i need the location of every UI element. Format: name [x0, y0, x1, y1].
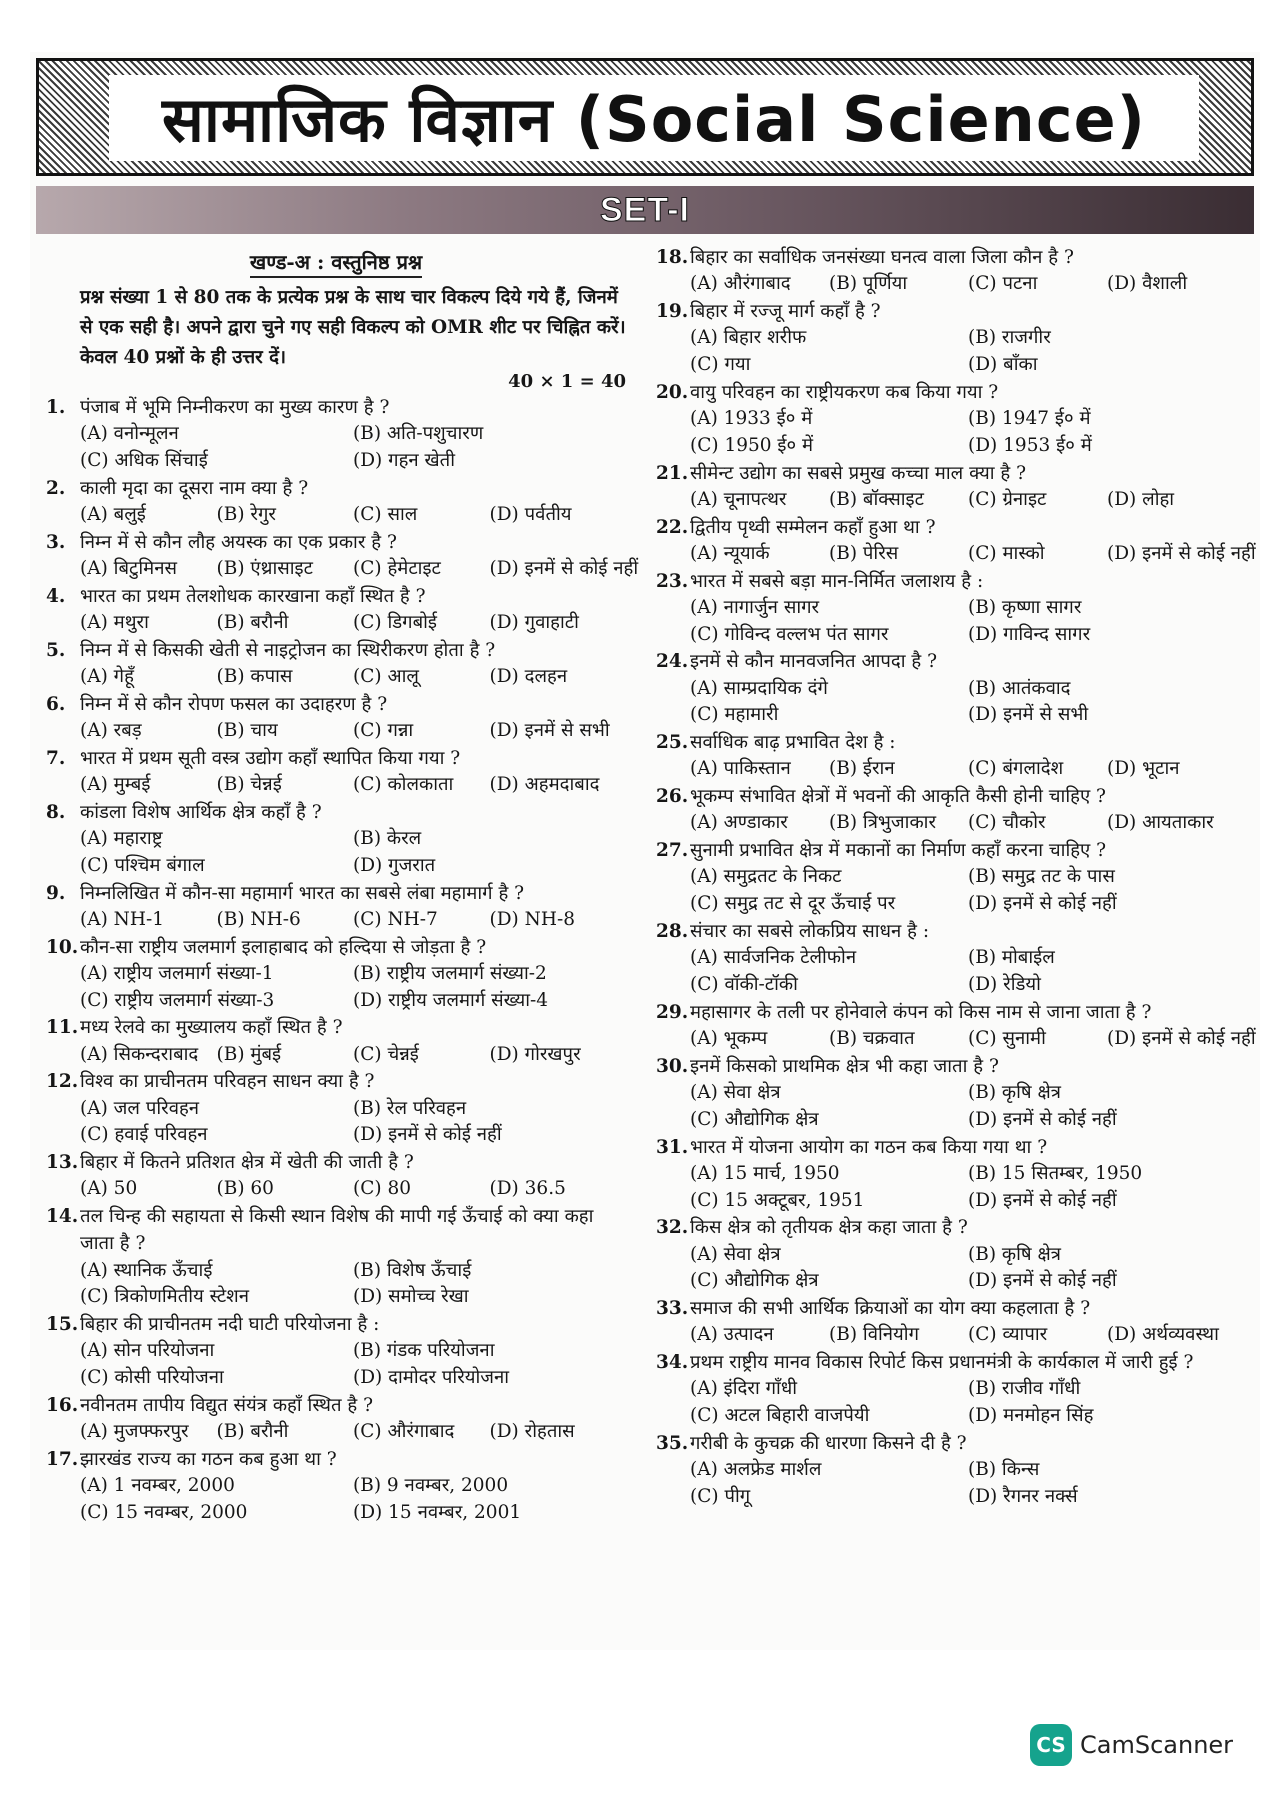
option-list [80, 1338, 626, 1392]
question-text: नवीनतम तापीय विद्युत संयंत्र कहाँ स्थित है ? [80, 1394, 374, 1416]
answer-option: (C) राष्ट्रीय जलमार्ग संख्या-3 [80, 989, 275, 1011]
answer-option: (C) 80 [353, 1178, 412, 1200]
title-banner [36, 58, 1254, 176]
question-text: भारत का प्रथम तेलशोधक कारखाना कहाँ स्थित है ? [80, 585, 426, 607]
answer-option: (A) उत्पादन [690, 1324, 774, 1346]
question-number: 2. [46, 477, 66, 499]
answer-option: (B) बरौनी [216, 1421, 289, 1443]
question-number: 26. [656, 786, 689, 808]
question-text: गरीबी के कुचक्र की धारणा किसने दी है ? [690, 1432, 967, 1454]
option-list [690, 676, 1246, 730]
answer-option: (B) राष्ट्रीय जलमार्ग संख्या-2 [353, 962, 547, 984]
question-number: 24. [656, 651, 689, 673]
option-list [690, 1026, 1256, 1053]
answer-option: (C) अधिक सिंचाई [80, 450, 208, 471]
answer-option: (B) एंथ्रासाइट [216, 558, 313, 579]
answer-option: (C) त्रिकोणमितीय स्टेशन [80, 1286, 250, 1308]
question-text: झारखंड राज्य का गठन कब हुआ था ? [80, 1448, 337, 1470]
answer-option: (B) ईरान [829, 758, 895, 780]
answer-option: (C) 15 अक्टूबर, 1951 [690, 1189, 865, 1211]
option-list [690, 810, 1246, 837]
option-list [80, 664, 626, 691]
answer-option: (A) जल परिवहन [80, 1097, 200, 1119]
answer-option: (C) महामारी [690, 704, 779, 726]
option-list [690, 406, 1246, 460]
answer-option: (D) राष्ट्रीय जलमार्ग संख्या-4 [353, 989, 549, 1011]
question-text: भारत में सबसे बड़ा मान-निर्मित जलाशय है : [690, 570, 984, 592]
question-number: 18. [656, 247, 689, 268]
answer-option: (A) भूकम्प [690, 1027, 768, 1049]
answer-option: (A) सेवा क्षेत्र [690, 1081, 781, 1103]
question-item [656, 1349, 1246, 1430]
answer-option: (B) 1947 ई० में [968, 408, 1091, 429]
answer-option: (B) रेगुर [216, 504, 276, 525]
answer-option: (D) भूटान [1107, 758, 1180, 780]
answer-option: (D) बाँका [968, 354, 1038, 375]
question-text: महासागर के तली पर होनेवाले कंपन को किस नाम से जाना जाता है ? [690, 1001, 1152, 1023]
question-number: 3. [46, 531, 66, 553]
option-list [80, 1419, 626, 1446]
question-item [46, 529, 639, 583]
question-text: पंजाब में भूमि निम्नीकरण का मुख्य कारण है ? [80, 397, 390, 418]
answer-option: (A) मुजफ्फरपुर [80, 1421, 189, 1443]
question-item [46, 1203, 626, 1311]
answer-option: (D) 1953 ई० में [968, 434, 1092, 456]
option-list [690, 945, 1246, 999]
answer-option: (C) गन्ना [353, 720, 414, 741]
option-list [80, 1473, 626, 1527]
answer-option: (D) इनमें से सभी [968, 704, 1089, 726]
answer-option: (B) कपास [216, 666, 293, 687]
question-number: 8. [46, 801, 66, 823]
question-item [46, 1311, 626, 1392]
answer-option: (B) बरौनी [216, 612, 289, 633]
answer-option: (C) हेमेटाइट [353, 558, 441, 579]
question-number: 33. [656, 1298, 689, 1320]
right-column [656, 244, 1256, 1511]
answer-option: (C) पश्चिम बंगाल [80, 854, 205, 876]
question-item [46, 745, 626, 799]
answer-option: (B) कृष्णा सागर [968, 596, 1082, 618]
answer-option: (C) वॉकी-टॉकी [690, 973, 798, 995]
question-item [656, 1214, 1246, 1295]
option-list [80, 772, 626, 799]
answer-option: (D) गुवाहाटी [489, 612, 579, 633]
question-number: 30. [656, 1055, 689, 1077]
question-text: भारत में प्रथम सूती वस्त्र उद्योग कहाँ स्थापित किया गया ? [80, 747, 461, 769]
answer-option: (C) कोलकाता [353, 774, 454, 795]
question-number: 31. [656, 1136, 689, 1158]
question-item [46, 583, 626, 637]
answer-option: (C) चौकोर [968, 812, 1046, 834]
answer-option: (C) हवाई परिवहन [80, 1124, 208, 1146]
option-list [690, 541, 1256, 568]
question-text: विश्व का प्राचीनतम परिवहन साधन क्या है ? [80, 1071, 375, 1093]
question-text: निम्नलिखित में कौन-सा महामार्ग भारत का सबसे लंबा महामार्ग है ? [80, 882, 525, 904]
question-number: 34. [656, 1352, 689, 1374]
answer-option: (A) औरंगाबाद [690, 273, 791, 295]
question-number: 17. [46, 1448, 79, 1470]
option-list [690, 1080, 1246, 1134]
question-item [46, 394, 626, 475]
answer-option: (C) मास्को [968, 542, 1045, 564]
answer-option: (D) गहन खेती [353, 450, 456, 471]
answer-option: (A) सार्वजनिक टेलीफोन [690, 947, 857, 969]
answer-option: (A) बिटुमिनस [80, 558, 177, 579]
answer-option: (C) आलू [353, 666, 419, 687]
question-text: संचार का सबसे लोकप्रिय साधन है : [690, 920, 930, 942]
question-number: 28. [656, 920, 689, 942]
answer-option: (D) लोहा [1107, 488, 1175, 510]
option-list [80, 1176, 626, 1203]
answer-option: (A) मुम्बई [80, 774, 151, 795]
question-item [656, 460, 1246, 514]
answer-option: (C) औद्योगिक क्षेत्र [690, 1108, 819, 1130]
question-item [46, 934, 626, 1015]
answer-option: (D) वैशाली [1107, 273, 1188, 295]
question-text: निम्न में से कौन रोपण फसल का उदाहरण है ? [80, 693, 388, 715]
question-item [46, 691, 626, 745]
answer-option: (A) इंदिरा गाँधी [690, 1378, 797, 1400]
answer-option: (C) NH-7 [353, 908, 438, 930]
question-item [46, 1149, 626, 1203]
question-item [46, 475, 626, 529]
set-label: SET-I [599, 190, 691, 229]
camscanner-logo-icon: CS [1030, 1724, 1072, 1766]
option-list [690, 1322, 1246, 1349]
answer-option: (D) 15 नवम्बर, 2001 [353, 1501, 522, 1523]
option-list [80, 421, 626, 475]
question-text: सीमेन्ट उद्योग का सबसे प्रमुख कच्चा माल क्या है ? [690, 462, 1026, 484]
answer-option: (B) रेल परिवहन [353, 1097, 467, 1119]
answer-option: (C) 1950 ई० में [690, 434, 814, 456]
answer-option: (B) 60 [216, 1178, 274, 1200]
answer-option: (B) कृषि क्षेत्र [968, 1081, 1061, 1103]
answer-option: (D) इनमें से कोई नहीं [353, 1124, 502, 1146]
answer-option: (D) दलहन [489, 666, 568, 687]
answer-option: (A) रबड़ [80, 720, 142, 741]
answer-option: (D) इनमें से कोई नहीं [968, 1270, 1117, 1292]
answer-option: (C) साल [353, 504, 418, 525]
answer-option: (A) 1 नवम्बर, 2000 [80, 1475, 235, 1497]
question-number: 32. [656, 1217, 689, 1239]
left-column [46, 248, 639, 1527]
option-list [80, 502, 626, 529]
set-bar [36, 186, 1254, 234]
question-text: निम्न में से किसकी खेती से नाइट्रोजन का स्थिरीकरण होता है ? [80, 639, 496, 661]
question-text: मध्य रेलवे का मुख्यालय कहाँ स्थित है ? [80, 1017, 343, 1039]
answer-option: (C) कोसी परियोजना [80, 1367, 224, 1389]
question-number: 25. [656, 732, 689, 754]
answer-option: (B) राजीव गाँधी [968, 1378, 1081, 1400]
question-number: 19. [656, 301, 689, 322]
question-item [656, 999, 1256, 1053]
question-item [46, 799, 626, 880]
answer-option: (C) औद्योगिक क्षेत्र [690, 1270, 819, 1292]
question-number: 9. [46, 882, 66, 904]
answer-option: (D) रैगनर नर्क्स [968, 1485, 1078, 1507]
option-list [80, 1258, 626, 1312]
question-item [46, 1014, 626, 1068]
answer-option: (D) अहमदाबाद [489, 774, 600, 795]
question-number: 22. [656, 516, 689, 538]
option-list [80, 907, 626, 934]
answer-option: (D) मनमोहन सिंह [968, 1405, 1094, 1427]
answer-option: (C) गोविन्द वल्लभ पंत सागर [690, 623, 889, 645]
question-text: इनमें से कौन मानवजनित आपदा है ? [690, 651, 937, 673]
answer-option: (A) नागार्जुन सागर [690, 596, 820, 618]
answer-option: (C) अटल बिहारी वाजपेयी [690, 1405, 870, 1427]
answer-option: (C) ग्रेनाइट [968, 488, 1047, 510]
title-banner-inner [109, 75, 1199, 161]
option-list [690, 595, 1246, 649]
question-text: बिहार में रज्जू मार्ग कहाँ है ? [690, 301, 881, 322]
question-text: तल चिन्ह की सहायता से किसी स्थान विशेष की मापी गई ऊँचाई को क्या कहा जाता है ? [80, 1206, 594, 1255]
question-number: 6. [46, 693, 66, 715]
question-item [46, 1446, 626, 1527]
question-number: 27. [656, 840, 689, 862]
question-text: काली मृदा का दूसरा नाम क्या है ? [80, 477, 309, 499]
answer-option: (B) केरल [353, 828, 422, 849]
answer-option: (A) बलुई [80, 504, 146, 525]
answer-option: (B) कृषि क्षेत्र [968, 1243, 1061, 1265]
section-heading [46, 248, 626, 275]
question-item [656, 298, 1246, 379]
answer-option: (C) सुनामी [968, 1027, 1046, 1049]
question-number: 5. [46, 639, 66, 661]
answer-option: (C) चेन्नई [353, 1043, 419, 1065]
question-text: भारत में योजना आयोग का गठन कब किया गया था ? [690, 1136, 1048, 1158]
option-list [80, 1042, 626, 1069]
question-text: निम्न में से कौन लौह अयस्क का एक प्रकार है ? [80, 531, 397, 553]
question-item [656, 648, 1246, 729]
answer-option: (C) पटना [968, 273, 1038, 295]
section-title: खण्ड-अ : वस्तुनिष्ठ प्रश्न [250, 250, 422, 278]
option-list [80, 826, 626, 880]
question-number: 29. [656, 1001, 689, 1023]
answer-option: (A) 1933 ई० में [690, 408, 813, 429]
answer-option: (A) साम्प्रदायिक दंगे [690, 677, 828, 699]
answer-option: (A) सेवा क्षेत्र [690, 1243, 781, 1265]
question-number: 21. [656, 462, 689, 484]
answer-option: (C) समुद्र तट से दूर ऊँचाई पर [690, 893, 896, 915]
question-number: 23. [656, 570, 689, 592]
question-item [656, 918, 1246, 999]
option-list [80, 961, 626, 1015]
question-text: बिहार की प्राचीनतम नदी घाटी परियोजना है : [80, 1314, 380, 1336]
question-number: 13. [46, 1152, 79, 1174]
question-item [46, 1392, 626, 1446]
answer-option: (D) अर्थव्यवस्था [1107, 1324, 1219, 1346]
camscanner-watermark [1030, 1724, 1233, 1766]
answer-option: (A) मथुरा [80, 612, 149, 633]
question-item [656, 244, 1246, 298]
answer-option: (B) अति-पशुचारण [353, 423, 484, 445]
answer-option: (A) चूनापत्थर [690, 488, 787, 510]
answer-option: (A) सिकन्दराबाद [80, 1043, 199, 1065]
answer-option: (A) महाराष्ट्र [80, 828, 163, 849]
question-text: भूकम्प संभावित क्षेत्रों में भवनों की आकृति कैसी होनी चाहिए ? [690, 786, 1106, 808]
question-number: 11. [46, 1017, 79, 1039]
answer-option: (A) गेहूँ [80, 666, 134, 687]
question-text: कौन-सा राष्ट्रीय जलमार्ग इलाहाबाद को हल्दिया से जोड़ता है ? [80, 936, 487, 958]
answer-option: (A) समुद्रतट के निकट [690, 866, 842, 888]
answer-option: (D) रोहतास [489, 1421, 575, 1443]
question-item [656, 729, 1246, 783]
camscanner-brand: CamScanner [1080, 1731, 1234, 1759]
answer-option: (A) 50 [80, 1178, 138, 1200]
answer-option: (B) विनियोग [829, 1324, 919, 1346]
question-item [46, 1068, 626, 1149]
answer-option: (A) राष्ट्रीय जलमार्ग संख्या-1 [80, 962, 274, 984]
answer-option: (B) समुद्र तट के पास [968, 866, 1115, 888]
answer-option: (B) पेरिस [829, 542, 899, 564]
answer-option: (D) गुजरात [353, 854, 436, 876]
option-list [80, 556, 639, 583]
answer-option: (D) इनमें से कोई नहीं [968, 1189, 1117, 1211]
answer-option: (D) रेडियो [968, 973, 1041, 995]
answer-option: (C) 15 नवम्बर, 2000 [80, 1501, 248, 1523]
question-text: कांडला विशेष आर्थिक क्षेत्र कहाँ है ? [80, 801, 322, 823]
answer-option: (A) वनोन्मूलन [80, 423, 179, 445]
answer-option: (B) चक्रवात [829, 1027, 915, 1049]
question-item [656, 568, 1246, 649]
answer-option: (B) आतंकवाद [968, 677, 1071, 699]
question-item [656, 1053, 1246, 1134]
answer-option: (A) अलफ्रेड मार्शल [690, 1459, 822, 1481]
question-text: सुनामी प्रभावित क्षेत्र में मकानों का निर्माण कहाँ करना चाहिए ? [690, 840, 1107, 862]
question-text: इनमें किसको प्राथमिक क्षेत्र भी कहा जाता है ? [690, 1055, 999, 1077]
question-text: वायु परिवहन का राष्ट्रीयकरण कब किया गया ? [690, 381, 999, 403]
answer-option: (B) किन्स [968, 1459, 1040, 1481]
answer-option: (D) इनमें से कोई नहीं [968, 893, 1117, 915]
answer-option: (D) गाविन्द सागर [968, 623, 1091, 645]
question-number: 14. [46, 1206, 79, 1228]
instructions: प्रश्न संख्या 1 से 80 तक के प्रत्येक प्रश्न के साथ चार विकल्प दिये गये हैं, जिनमें से एक सही है। अपने द्वारा चुने गए सही विकल्प को OMR शीट पर चिह्नित करें। केवल 40 प्रश्नों के ही उत्तर दें। [80, 287, 626, 368]
question-text: किस क्षेत्र को तृतीयक क्षेत्र कहा जाता है ? [690, 1217, 968, 1239]
answer-option: (B) चेन्नई [216, 774, 282, 795]
answer-option: (A) बिहार शरीफ [690, 327, 807, 349]
option-list [690, 864, 1246, 918]
answer-option: (B) पूर्णिया [829, 273, 908, 295]
question-text: सर्वाधिक बाढ़ प्रभावित देश है : [690, 732, 896, 754]
question-number: 16. [46, 1394, 79, 1416]
answer-option: (B) मोबाईल [968, 947, 1055, 969]
answer-option: (A) स्थानिक ऊँचाई [80, 1259, 213, 1281]
answer-option: (D) इनमें से कोई नहीं [1107, 542, 1256, 564]
question-number: 35. [656, 1432, 689, 1454]
answer-option: (A) 15 मार्च, 1950 [690, 1162, 840, 1184]
answer-option: (B) विशेष ऊँचाई [353, 1259, 472, 1281]
answer-option: (B) त्रिभुजाकार [829, 812, 937, 834]
answer-option: (C) व्यापार [968, 1324, 1048, 1346]
option-list [690, 1457, 1246, 1511]
answer-option: (C) पीगू [690, 1485, 751, 1507]
answer-option: (D) 36.5 [489, 1178, 566, 1200]
answer-option: (D) दामोदर परियोजना [353, 1367, 510, 1389]
question-item [656, 1134, 1246, 1215]
question-item [656, 783, 1246, 837]
option-list [690, 1376, 1246, 1430]
answer-option: (B) चाय [216, 720, 278, 741]
right-question-list [656, 244, 1256, 1511]
question-number: 7. [46, 747, 66, 769]
answer-option: (C) औरंगाबाद [353, 1421, 455, 1443]
marks-scheme: 40 × 1 = 40 [508, 371, 626, 392]
question-item [46, 637, 626, 691]
question-text: द्वितीय पृथ्वी सम्मेलन कहाँ हुआ था ? [690, 516, 936, 538]
answer-option: (B) 15 सितम्बर, 1950 [968, 1162, 1143, 1184]
option-list [690, 1242, 1246, 1296]
answer-option: (C) गया [690, 354, 751, 375]
option-list [80, 610, 626, 637]
answer-option: (B) NH-6 [216, 908, 301, 930]
question-number: 4. [46, 585, 66, 607]
answer-option: (B) राजगीर [968, 327, 1051, 349]
answer-option: (D) आयताकार [1107, 812, 1214, 834]
answer-option: (A) सोन परियोजना [80, 1340, 215, 1362]
left-question-list [46, 394, 639, 1527]
answer-option: (B) बॉक्साइट [829, 488, 924, 510]
question-item [656, 1295, 1246, 1349]
option-list [690, 756, 1246, 783]
page-title: सामाजिक विज्ञान (Social Science) [162, 83, 1146, 156]
answer-option: (D) गोरखपुर [489, 1043, 581, 1065]
question-number: 20. [656, 381, 689, 403]
question-item [46, 880, 626, 934]
answer-option: (D) इनमें से सभी [489, 720, 610, 741]
answer-option: (A) NH-1 [80, 908, 165, 930]
question-number: 10. [46, 936, 79, 958]
answer-option: (B) 9 नवम्बर, 2000 [353, 1475, 509, 1497]
answer-option: (D) इनमें से कोई नहीं [489, 558, 639, 579]
answer-option: (C) बंगलादेश [968, 758, 1064, 780]
question-item [656, 514, 1256, 568]
answer-option: (D) समोच्च रेखा [353, 1286, 469, 1308]
question-text: बिहार का सर्वाधिक जनसंख्या घनत्व वाला जिला कौन है ? [690, 247, 1074, 268]
option-list [690, 271, 1246, 298]
answer-option: (B) मुंबई [216, 1043, 282, 1065]
question-text: प्रथम राष्ट्रीय मानव विकास रिपोर्ट किस प्रधानमंत्री के कार्यकाल में जारी हुई ? [690, 1352, 1194, 1374]
answer-option: (B) गंडक परियोजना [353, 1340, 495, 1362]
option-list [690, 487, 1246, 514]
answer-option: (D) NH-8 [489, 908, 575, 930]
option-list [80, 1096, 626, 1150]
option-list [690, 1161, 1246, 1215]
question-item [656, 379, 1246, 460]
question-text: समाज की सभी आर्थिक क्रियाओं का योग क्या कहलाता है ? [690, 1298, 1091, 1320]
question-text: बिहार में कितने प्रतिशत क्षेत्र में खेती की जाती है ? [80, 1152, 414, 1174]
question-number: 15. [46, 1314, 79, 1336]
option-list [80, 718, 626, 745]
answer-option: (A) पाकिस्तान [690, 758, 791, 780]
question-number: 1. [46, 397, 66, 418]
answer-option: (A) अण्डाकार [690, 812, 788, 834]
answer-option: (D) इनमें से कोई नहीं [968, 1108, 1117, 1130]
question-item [656, 837, 1246, 918]
option-list [690, 325, 1246, 379]
question-number: 12. [46, 1071, 79, 1093]
answer-option: (C) डिगबोई [353, 612, 438, 633]
answer-option: (A) न्यूयार्क [690, 542, 770, 564]
question-item [656, 1430, 1246, 1511]
answer-option: (D) इनमें से कोई नहीं [1107, 1027, 1256, 1049]
answer-option: (D) पर्वतीय [489, 504, 572, 525]
